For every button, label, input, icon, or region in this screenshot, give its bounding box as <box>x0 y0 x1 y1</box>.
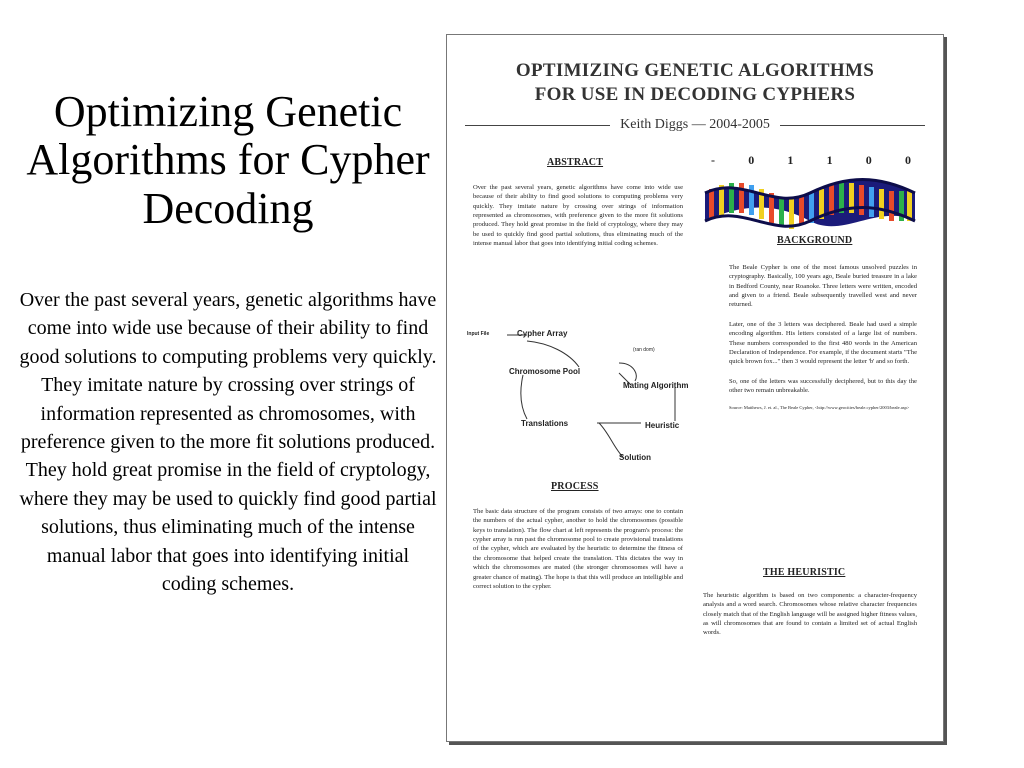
background-paragraph: So, one of the letters was successfully deciphered, but to this day the other two remain unbreakable. <box>729 377 917 394</box>
poster-title <box>447 59 943 107</box>
divider <box>780 125 925 126</box>
poster-title-line-1: OPTIMIZING GENETIC ALGORITHMS <box>515 60 875 81</box>
flow-mating-algorithm-node: Mating Algorithm <box>623 381 689 390</box>
divider <box>465 125 610 126</box>
background-paragraph: Later, one of the 3 letters was deciphered. Beale had used a simple encoding algorithm. His letters consisted of a large list of numbers. These numbers corresponded to the first 480 words in the American Declaration of Independence. For example, if the document starts "The quick brown fox..." then 3 would represent the letter 'b' and so forth. <box>729 320 917 366</box>
heuristic-text: The heuristic algorithm is based on two components: a character-frequency analysis and a word search. Chromosomes whose relative character frequencies closely match that of the English language will be assigned higher fitness values, as will chromosomes that are found to contain a limited set of actual English words. <box>703 592 917 637</box>
flow-solution-node: Solution <box>619 453 651 462</box>
background-heading: BACKGROUND <box>777 235 853 246</box>
dna-digit: 0 <box>748 153 755 167</box>
background-paragraph: The Beale Cypher is one of the most famous unsolved puzzles in cryptography. Basically, 100 years ago, Beale buried treasure in a lake in Bedford County, near Roanoke. Three letters were written, encoded and given to a friend. Beale subsequently travelled west and never returned. <box>729 264 917 309</box>
poster-image <box>446 34 944 742</box>
process-text: The basic data structure of the program consists of two arrays: one to contain the numbers of the actual cypher, another to hold the chromosomes (possible keys to translation). The flow chart at left represents the program's process: the cypher array is run past the chromosome pool to create provisional translations of the cypher, which are evaluated by the heuristic to determine the fitness of the chromosome that helped create the translation. This dictates the way in which the chromosomes are mated (the stronger chromosomes will have a greater chance of mating). The hope is that this will produce an intelligible and correct solution to the cypher. <box>473 508 683 590</box>
dna-digit: - <box>711 153 715 167</box>
slide-title: Optimizing Genetic Algorithms for Cypher Decoding <box>26 87 430 233</box>
dna-digit: 1 <box>826 153 833 167</box>
flow-translations-node: Translations <box>521 419 569 428</box>
abstract-text: Over the past several years, genetic algorithms have come into wide use because of their ability to find good solutions to computing problems very quickly. They imitate nature by crossing over strings of information represented as chromosomes, with preference given to the more fit solutions produced. They hold great promise in the field of cryptology, where they may be used to quickly find good partial solutions, thus eliminating much of the intense manual labor that goes into identifying initial coding schemes. <box>473 184 683 248</box>
slide-body-text: Over the past several years, genetic algorithms have come into wide use because of their ability to find good solutions to computing problems very quickly. They imitate nature by crossing over strings of information represented as chromosomes, with preference given to the more fit solutions produced. They hold great promise in the field of cryptology, where they may be used to quickly find good partial solutions, thus eliminating much of the intense manual labor that goes into identifying initial coding schemes. <box>19 289 437 595</box>
background-section <box>729 263 917 412</box>
dna-digit: 1 <box>787 153 794 167</box>
abstract-heading: ABSTRACT <box>547 157 604 168</box>
heuristic-heading: THE HEURISTIC <box>763 567 846 578</box>
flow-random-label: (ran dom) <box>633 347 655 353</box>
dna-digit: 0 <box>865 153 872 167</box>
dna-digit: 0 <box>904 153 911 167</box>
dna-strip-graphic <box>703 165 917 235</box>
flow-heuristic-node: Heuristic <box>645 421 680 430</box>
flow-cypher-array-node: Cypher Array <box>517 329 568 338</box>
flow-input-file-label: Input File <box>467 331 490 337</box>
poster-title-line-2: FOR USE IN DECODING CYPHERS <box>534 83 856 105</box>
background-source: Source: Matthews, J. et. al., The Beale Cypher, <http://www.geocities/beale.cypher/2003/beale.asp> <box>729 405 910 411</box>
flow-chromosome-pool-node: Chromosome Pool <box>509 367 581 376</box>
poster-author-row <box>465 115 925 135</box>
poster-author: Keith Diggs — 2004-2005 <box>620 117 770 132</box>
process-heading: PROCESS <box>551 481 599 492</box>
process-flowchart <box>459 323 739 473</box>
